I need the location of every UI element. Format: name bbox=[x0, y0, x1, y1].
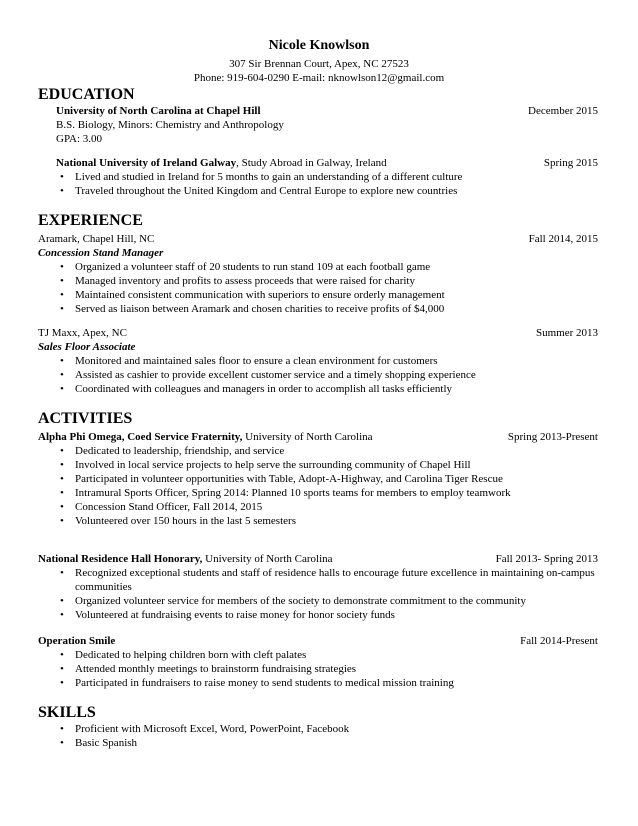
education-heading: EDUCATION bbox=[38, 86, 135, 103]
experience-heading: EXPERIENCE bbox=[38, 212, 143, 229]
activities-heading: ACTIVITIES bbox=[38, 410, 133, 427]
apo-school: University of North Carolina bbox=[242, 431, 373, 443]
unc-school: University of North Carolina at Chapel Hill bbox=[56, 105, 261, 117]
nrhh-school: University of North Carolina bbox=[202, 553, 333, 565]
smile-date: Fall 2014-Present bbox=[520, 635, 598, 647]
aramark-employer: Aramark, Chapel Hill, NC bbox=[38, 233, 155, 245]
aramark-date: Fall 2014, 2015 bbox=[528, 233, 598, 245]
nrhh-row bbox=[38, 552, 598, 566]
apo-org: Alpha Phi Omega, Coed Service Fraternity, bbox=[38, 431, 243, 443]
nrhh-date: Fall 2013- Spring 2013 bbox=[495, 553, 598, 565]
unc-date: December 2015 bbox=[528, 105, 598, 117]
unc-row bbox=[56, 104, 598, 118]
tjmaxx-title: Sales Floor Associate bbox=[38, 341, 136, 353]
resume-page: Nicole Knowlson 307 Sir Brennan Court, Apex, NC 27523 Phone: 919-604-0290 E-mail: nknowlson12@gmail.com EDUCATION University of North Carolina at Chapel Hill December 2015 B.S. Biology, Minors: Chemistry and Anthropology GPA: 3.00 National University of Ireland Galway, Study Abroad in Galway, Ireland Spring 2015 Lived and studied in Ireland for 5 months to gain an understanding of a different culture Traveled throughout the United Kingdom and Central Europe to explore new countries EXPERIENCE Aramark, Chapel Hill, NC Fall 2014, 2015 Concession Stand Manager Organized a volunteer staff of 20 students to run stand 109 at each football game Managed inventory and profits to assess proceeds that were raised for charity Maintained consistent communication with superiors to ensure orderly management Served as liaison between Aramark and chosen charities to receive profits of $4,000 TJ Maxx, Apex, NC Summer 2013 Sales Floor Associate Monitored and maintained sales floor to ensure a clean environment for customers Assisted as cashier to provide excellent customer service and a timely shopping experience Coordinated with colleagues and managers in order to accomplish all tasks efficiently ACTIVITIES Alpha Phi Omega, Coed Service Fraternity, University of North Carolina Spring 2013-Present Dedicated to leadership, friendship, and service Involved in local service projects to help serve the surrounding community of Chapel Hill Participated in volunteer opportunities with Table, Adopt-A-Highway, and Carolina Tiger Rescue Intramural Sports Officer, Spring 2014: Planned 10 sports teams for members to employ teamwork Concession Stand Officer, Fall 2014, 2015 Volunteered over 150 hours in the last 5 semesters National Residence Hall Honorary, University of North Carolina Fall 2013- Spring 2013 Recognized exceptional students and staff of residence halls to encourage future excellence in maintaining on-campus communities Organized volunteer service for members of the society to demonstrate commitment to the community Volunteered at fundraising events to raise money for honor society funds Operation Smile Fall 2014-Present Dedicated to helping children born with cleft palates Attended monthly meetings to brainstorm fundraising strategies Participated in fundraisers to raise money to send students to medical mission training SKILLS Proficient with Microsoft Excel, Word, PowerPoint, Facebook Basic Spanish bbox=[0, 0, 638, 826]
unc-degree: B.S. Biology, Minors: Chemistry and Anthropology bbox=[56, 119, 284, 131]
apo-date: Spring 2013-Present bbox=[507, 431, 598, 443]
galway-row bbox=[56, 156, 598, 170]
galway-date: Spring 2015 bbox=[543, 157, 598, 169]
tjmaxx-row bbox=[38, 326, 598, 340]
smile-row bbox=[38, 634, 598, 648]
resume-name: Nicole Knowlson bbox=[268, 38, 370, 53]
tjmaxx-date: Summer 2013 bbox=[535, 327, 598, 339]
galway-detail: , Study Abroad in Galway, Ireland bbox=[236, 157, 387, 169]
tjmaxx-employer: TJ Maxx, Apex, NC bbox=[38, 327, 127, 339]
nrhh-org: National Residence Hall Honorary, bbox=[38, 553, 203, 565]
aramark-title: Concession Stand Manager bbox=[38, 247, 164, 259]
apo-row bbox=[38, 430, 598, 444]
aramark-row bbox=[38, 232, 598, 246]
galway-school: National University of Ireland Galway bbox=[56, 157, 237, 169]
smile-org: Operation Smile bbox=[38, 635, 116, 647]
skills-heading: SKILLS bbox=[38, 704, 96, 721]
unc-gpa: GPA: 3.00 bbox=[56, 133, 103, 145]
contact-line: Phone: 919-604-0290 E-mail: nknowlson12@gmail.com bbox=[193, 72, 445, 84]
address-line: 307 Sir Brennan Court, Apex, NC 27523 bbox=[229, 58, 409, 70]
